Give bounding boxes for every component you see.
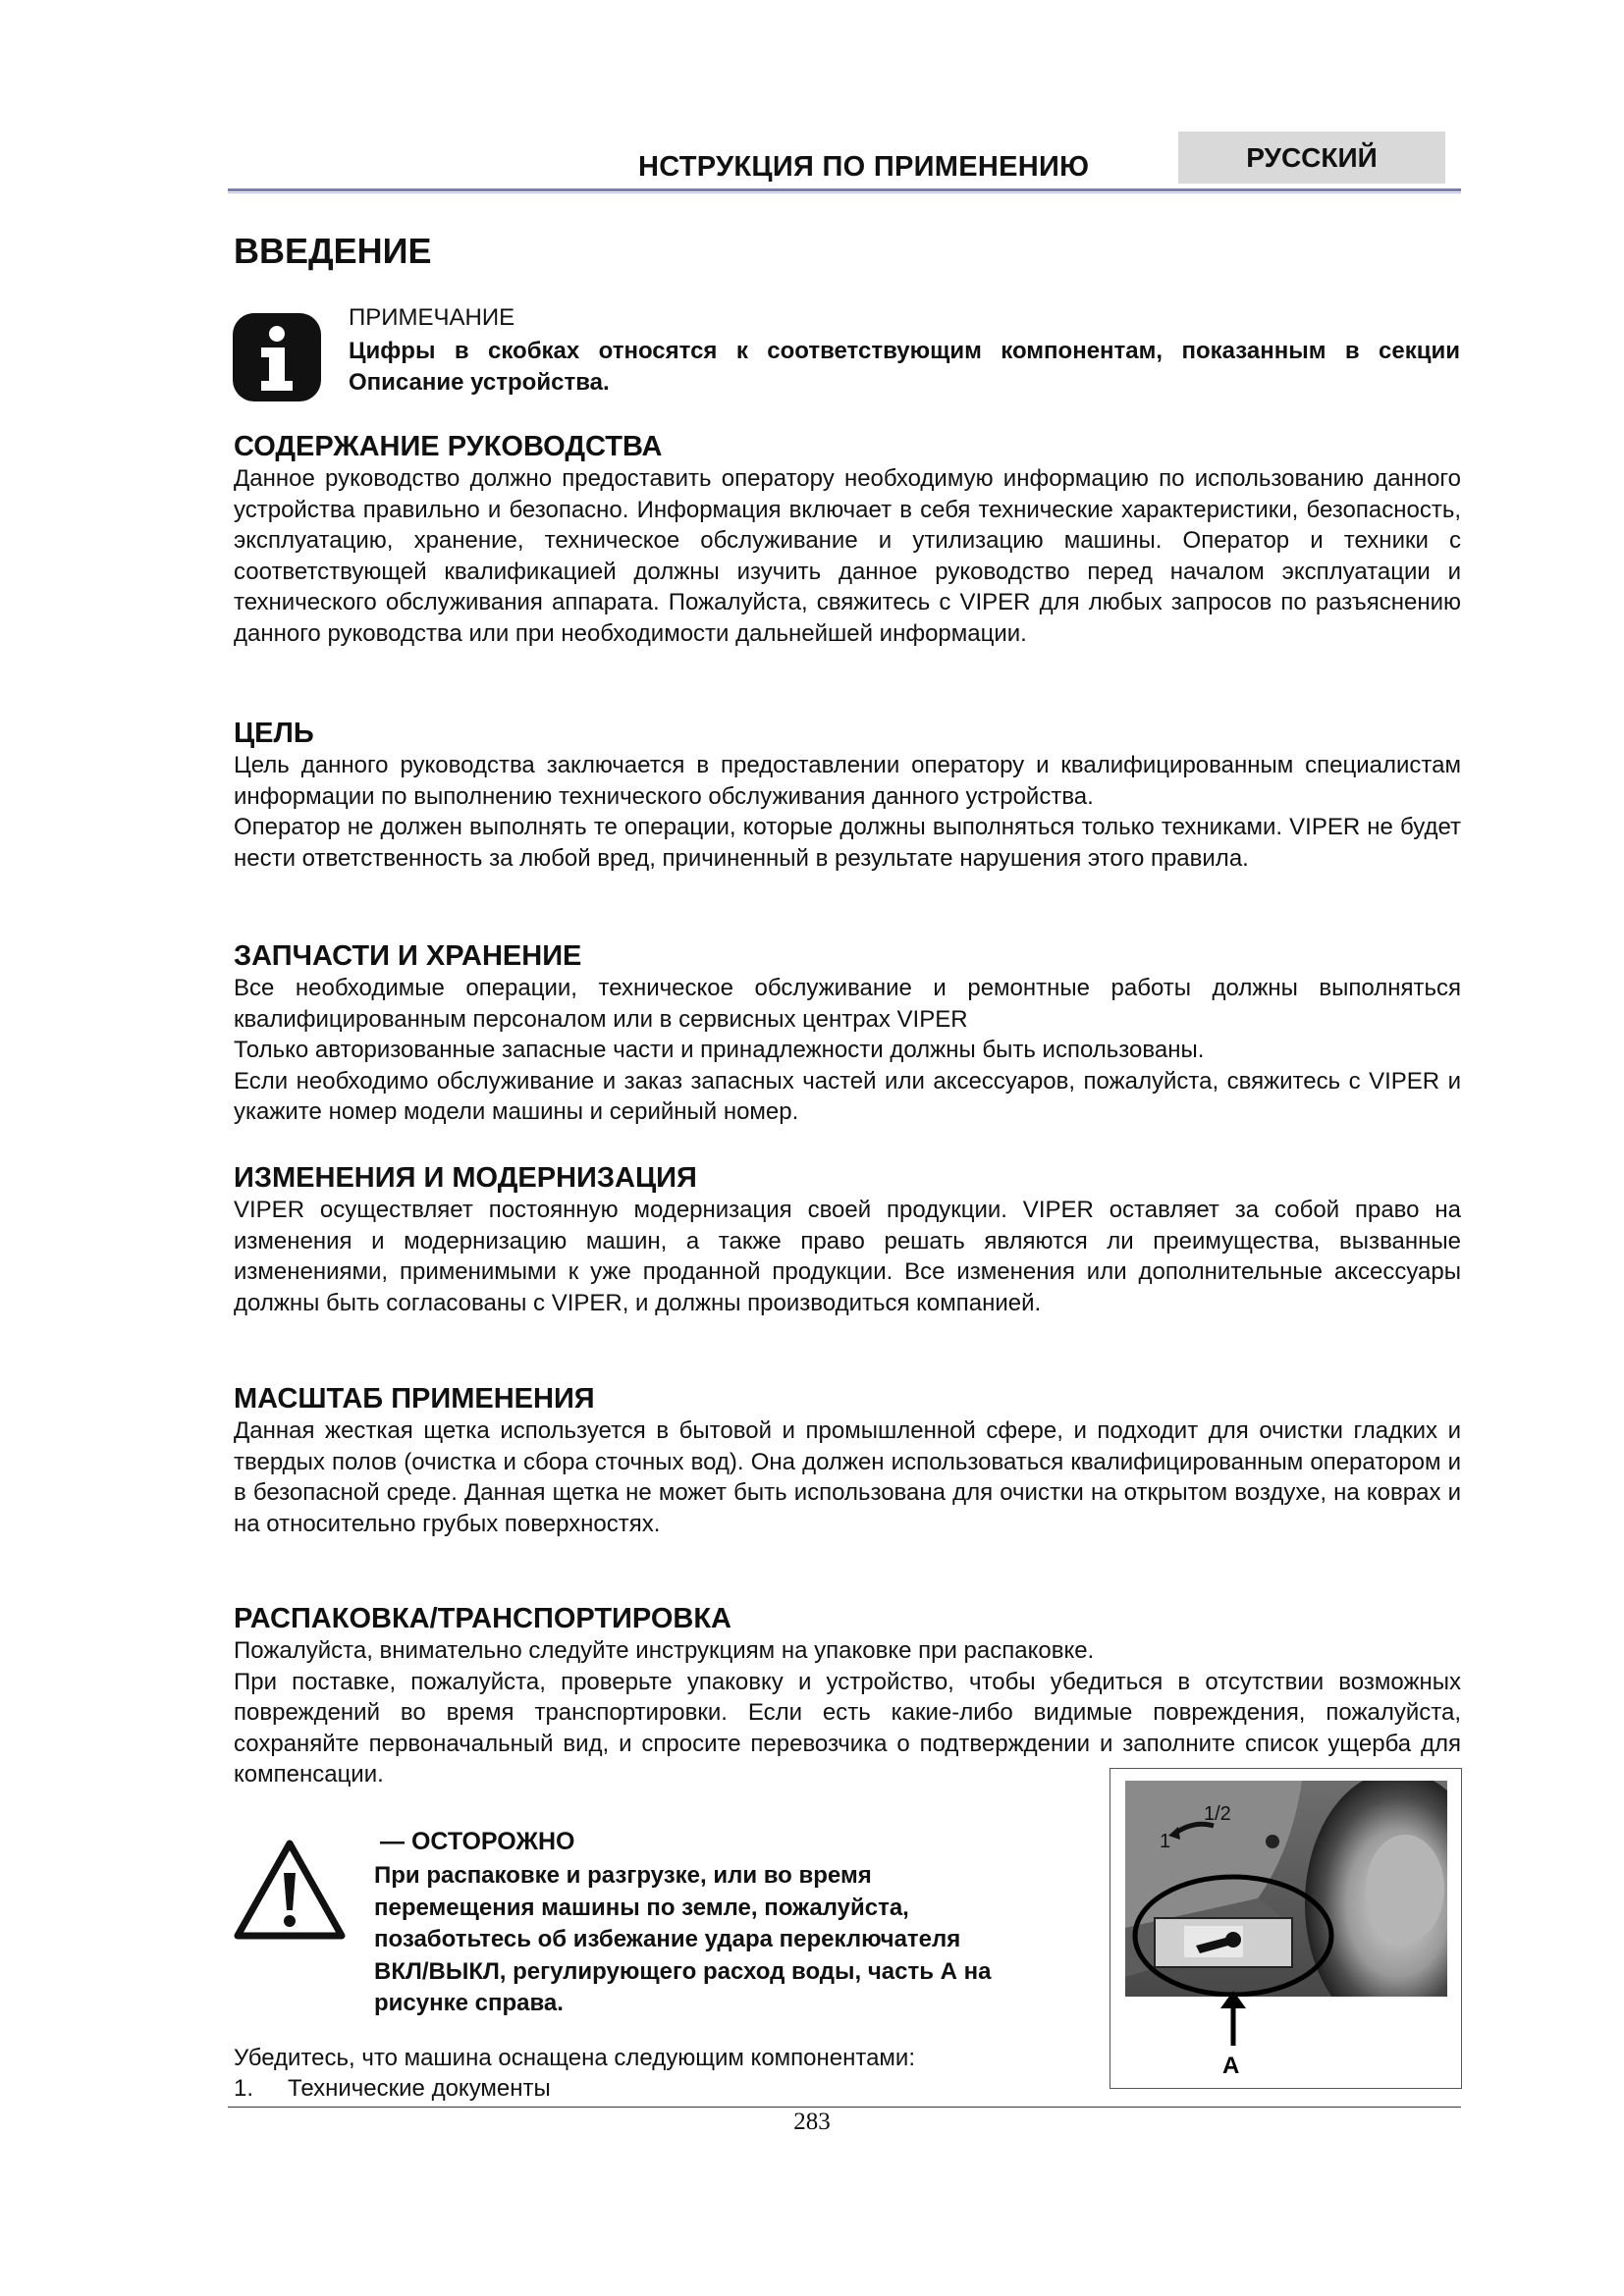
section-title: ИЗМЕНЕНИЯ И МОДЕРНИЗАЦИЯ xyxy=(234,1162,697,1194)
header-divider-thin xyxy=(228,192,1461,193)
section-paragraph: VIPER осуществляет постоянную модернизация своей продукции. VIPER оставляет за собой право на изменения и модернизацию машин, а также право решать являются ли преимущества, вызванные изменениями, применимыми к уже проданной продукции. Все изменения или дополнительные аксессуары должны быть согласованы с VIPER, и должны производиться компанией. xyxy=(234,1197,1461,1316)
section-paragraph: Пожалуйста, внимательно следуйте инструкциям на упаковке при распаковке. xyxy=(234,1637,1095,1664)
note-label: ПРИМЕЧАНИЕ xyxy=(349,304,515,331)
section-paragraph: Все необходимые операции, техническое обслуживание и ремонтные работы должны выполняться квалифицированным персоналом или в сервисных центрах VIPER xyxy=(234,975,1461,1033)
section-spare-parts xyxy=(234,939,1461,1128)
warning-line: При распаковке и разгрузке, или во время xyxy=(374,1862,872,1889)
section-paragraph: Если необходимо обслуживание и заказ запасных частей или аксессуаров, пожалуйста, свяжитесь с VIPER и укажите номер модели машины и серийный номер. xyxy=(234,1067,1461,1125)
figure-label-1: 1 xyxy=(1160,1831,1171,1852)
components-checklist xyxy=(234,2043,1078,2104)
section-title: СОДЕРЖАНИЕ РУКОВОДСТВА xyxy=(234,431,663,462)
warning-triangle-icon xyxy=(232,1838,348,1942)
section-paragraph: При поставке, пожалуйста, проверьте упаковку и устройство, чтобы убедиться в отсутствии возможных повреждений во время транспортировки. Если есть какие-либо видимые повреждения, пожалуйста, сохраняйте первоначальный вид, и спросите перевозчика о подтверждении и заполните список ущерба для компенсации. xyxy=(234,1668,1461,1788)
list-item-number: 1. xyxy=(234,2075,254,2102)
header-title: НСТРУКЦИЯ ПО ПРИМЕНЕНИЮ xyxy=(638,151,1090,183)
warning-line: рисунке справа. xyxy=(374,1990,564,2016)
list-item xyxy=(234,2073,1078,2104)
section-purpose xyxy=(234,717,1461,874)
water-switch-photo xyxy=(1125,1781,1447,2075)
section-unpacking xyxy=(234,1602,1461,1790)
section-paragraph: Цель данного руководства заключается в предоставлении оператору и квалифицированным специалистам информации по выполнению технического обслуживания данного устройства. xyxy=(234,752,1461,810)
section-modifications xyxy=(234,1161,1461,1318)
section-title: ЗАПЧАСТИ И ХРАНЕНИЕ xyxy=(234,940,582,972)
section-paragraph: Данное руководство должно предоставить оператору необходимую информацию по использованию данного устройства правильно и безопасно. Информация включает в себя технические характеристики, безопасность, эксплуатацию, хранение, техническое обслуживание и утилизацию машины. Оператор и техники с соответствующей квалификацией должны изучить данное руководство перед началом эксплуатации и технического обслуживания аппарата. Пожалуйста, свяжитесь с VIPER для любых запросов по разъяснению данного руководства или при необходимости дальнейшей информации. xyxy=(234,465,1461,647)
warning-title: — ОСТОРОЖНО xyxy=(380,1828,575,1855)
section-paragraph: Только авторизованные запасные части и принадлежности должны быть использованы. xyxy=(234,1037,1205,1063)
language-badge xyxy=(1178,132,1445,184)
figure-label-part: A xyxy=(1222,2053,1240,2075)
page-number: 283 xyxy=(793,2109,831,2135)
section-title: ЦЕЛЬ xyxy=(234,718,314,749)
checklist-intro: Убедитесь, что машина оснащена следующим компонентами: xyxy=(234,2045,916,2071)
section-scope xyxy=(234,1382,1461,1539)
note-text: Цифры в скобках относятся к соответствующим компонентам, показанным в секции Описание устройства. xyxy=(349,338,1460,396)
warning-line: перемещения машины по земле, пожалуйста, xyxy=(374,1894,909,1921)
section-paragraph: Данная жесткая щетка используется в бытовой и промышленной сфере, и подходит для очистки гладких и твердых полов (очистка и сбора сточных вод). Она должен использоваться квалифицированным оператором и в безопасной среде. Данная щетка не может быть использована для очистки на открытом воздухе, на коврах и на относительно грубых поверхностях. xyxy=(234,1417,1461,1537)
footer-divider xyxy=(228,2107,1461,2108)
warning-line: позаботьтесь об избежание удара переключателя xyxy=(374,1926,961,1952)
page-title: ВВЕДЕНИЕ xyxy=(234,231,432,271)
figure-label-half: 1/2 xyxy=(1204,1803,1231,1825)
warning-text xyxy=(374,1860,1096,2020)
list-item-text: Технические документы xyxy=(288,2075,551,2102)
section-paragraph: Оператор не должен выполнять те операции, которые должны выполняться только техниками. VIPER не будет нести ответственность за любой вред, причиненный в результате нарушения этого правила. xyxy=(234,814,1461,872)
section-title: МАСШТАБ ПРИМЕНЕНИЯ xyxy=(234,1383,595,1415)
warning-line: ВКЛ/ВЫКЛ, регулирующего расход воды, часть А на xyxy=(374,1957,992,1985)
section-title: РАСПАКОВКА/ТРАНСПОРТИРОВКА xyxy=(234,1603,732,1634)
info-icon xyxy=(232,312,322,402)
header-divider xyxy=(228,188,1461,191)
figure-frame xyxy=(1110,1768,1462,2089)
section-manual-contents xyxy=(234,430,1461,649)
language-label: РУССКИЙ xyxy=(1246,141,1378,173)
